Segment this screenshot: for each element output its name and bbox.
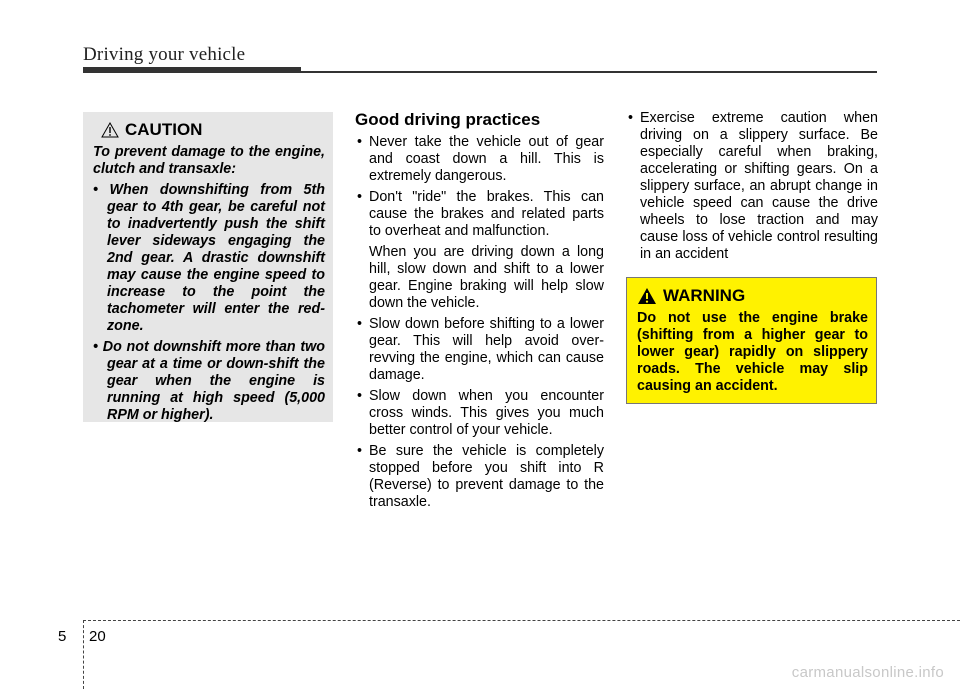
footer-separator [83, 620, 84, 689]
watermark: carmanualsonline.info [791, 664, 944, 681]
practice-item [355, 388, 604, 439]
caution-item-text: Do not downshift more than two gear at a time or down-shift the gear when the engine is running at high speed (5,000 RPM or higher). [102, 339, 325, 423]
warning-text: Do not use the engine brake (shifting from a higher gear to lower gear) rapidly on slippery roads. The vehicle may slip causing an accident. [637, 310, 868, 394]
practice-text: Slow down before shifting to a lower gear. This will help avoid over-revving the engine, which can cause damage. [369, 316, 604, 383]
practices-list [355, 134, 604, 511]
practice-item [355, 443, 604, 511]
practices-column [355, 110, 604, 515]
practice-text: Slow down when you encounter cross winds. This gives you much better control of your vehicle. [369, 388, 604, 438]
caution-header [101, 120, 325, 140]
practice-item [626, 110, 878, 263]
caution-item-text: When downshifting from 5th gear to 4th gear, be careful not to inadvertently push the shift lever sideways engaging the 2nd gear. A drastic downshift may cause the engine speed to increase to the point the tachometer will enter the red-zone. [107, 182, 325, 334]
caution-box [83, 112, 333, 422]
bullet-mark: • [357, 134, 363, 150]
caution-triangle-icon [101, 122, 119, 138]
header-rule-thin [301, 71, 877, 73]
practice-item [355, 189, 604, 312]
caution-title: CAUTION [125, 120, 203, 139]
warning-box [626, 277, 877, 404]
section-heading: Good driving practices [355, 110, 541, 129]
warning-triangle-icon [637, 287, 657, 305]
practice-extra-text: When you are driving down a long hill, slow down and shift to a lower gear. Engine braking will help slow down the vehicle. [369, 244, 604, 311]
bullet-mark: • [93, 339, 99, 355]
caution-intro: To prevent damage to the engine, clutch and transaxle: [93, 144, 325, 177]
bullet-mark: • [93, 182, 99, 198]
practice-text: Never take the vehicle out of gear and coast down a hill. This is extremely dangerous. [369, 134, 604, 184]
caution-item [93, 182, 325, 335]
bullet-mark: • [628, 110, 634, 126]
bullet-mark: • [357, 316, 363, 332]
header-rule-thick [83, 67, 301, 73]
practice-item [355, 134, 604, 185]
practice-text: Be sure the vehicle is completely stopped before you shift into R (Reverse) to prevent damage to the transaxle. [369, 443, 604, 510]
caution-list [93, 182, 325, 424]
warning-header [637, 286, 868, 306]
practice-text: Exercise extreme caution when driving on a slippery surface. Be especially careful when braking, accelerating or shifting gears. On a slippery surface, an abrupt change in vehicle speed can cause the drive wheels to lose traction and may cause loss of vehicle control resulting in an accident [640, 110, 878, 262]
practice-item [355, 316, 604, 384]
chapter-number: 5 [58, 628, 67, 645]
caution-item [93, 339, 325, 424]
footer-rule [83, 620, 960, 621]
bullet-mark: • [357, 388, 363, 404]
practices-column-continued [626, 110, 878, 267]
page-number: 20 [89, 628, 106, 645]
practice-text: Don't "ride" the brakes. This can cause the brakes and related parts to overheat and malfunction. [369, 189, 604, 239]
practices-list-continued [626, 110, 878, 263]
warning-title: WARNING [663, 286, 746, 305]
bullet-mark: • [357, 443, 363, 459]
bullet-mark: • [357, 189, 363, 205]
page-header-title: Driving your vehicle [83, 44, 246, 65]
